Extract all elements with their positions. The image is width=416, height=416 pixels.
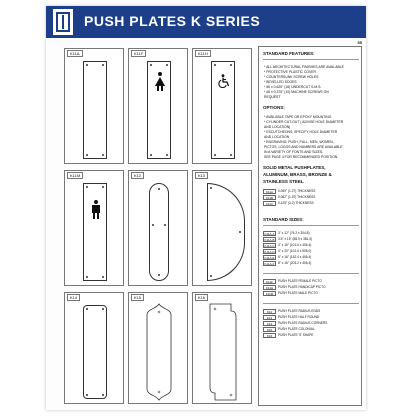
size-text: 4" x 20" (101.6 x 508.0): [278, 249, 312, 253]
wheelchair-icon: [217, 74, 231, 88]
options-heading: OPTIONS:: [263, 105, 285, 110]
size-text: 4" x 16" (101.6 x 406.4): [278, 243, 312, 247]
page-title: PUSH PLATES K SERIES: [84, 13, 261, 29]
feature-item: * PROTECTIVE PLASTIC COVER: [264, 70, 317, 74]
picto-text: PUSH PLATE HANDICAP PICTO: [278, 285, 326, 289]
picto-code: K11F: [263, 279, 276, 284]
page-header: [46, 6, 366, 38]
feature-item: * #6 x 0.625" (16) UNDERCUT S.M.S.: [264, 85, 322, 89]
size-text: 3" x 12" (76.2 x 304.8): [278, 231, 310, 235]
size-code: K11A-C: [264, 244, 275, 248]
size-code: K11A-F: [264, 262, 275, 266]
feature-item: REQUEST: [264, 95, 281, 99]
female-icon: [155, 72, 165, 92]
thickness-code: K11C: [263, 201, 276, 206]
product-cell-k16: [192, 292, 252, 404]
option-item: IN A VARIETY OF FONTS AND SIZES.: [264, 150, 324, 154]
size-code: K11A-B: [264, 238, 275, 242]
specifications-panel: [258, 46, 362, 406]
size-text: 8" x 16" (203.2 x 406.4): [278, 261, 312, 265]
shape-code: K12: [263, 309, 276, 314]
page-number: 55: [357, 40, 362, 45]
logo-icon: [52, 8, 74, 36]
push-plate-drawing: [83, 305, 107, 399]
product-cell-k11h: [192, 48, 252, 164]
size-code: K11A-D: [264, 250, 275, 254]
product-code: K11M: [67, 172, 83, 179]
push-plate-drawing: [149, 183, 169, 281]
product-code: K11H: [195, 50, 211, 57]
product-code: K15: [131, 294, 144, 301]
product-cell-k11f: [128, 48, 188, 164]
option-item: * ESCUTCHEONS, SPECIFY HOLE DIAMETER: [264, 130, 338, 134]
product-code: K16: [195, 294, 208, 301]
product-code: K13: [195, 172, 208, 179]
features-heading: STANDARD FEATURES:: [263, 51, 315, 56]
male-icon: [91, 200, 101, 220]
product-cell-k12: [128, 170, 188, 286]
sizes-heading: STANDARD SIZES:: [263, 217, 304, 222]
shape-code: K15: [263, 327, 276, 332]
thickness-code: K11B: [263, 195, 276, 200]
product-cell-k11a: [64, 48, 124, 164]
option-item: AND LOCATION: [264, 135, 290, 139]
product-code: K11F: [131, 50, 146, 57]
push-plate-drawing: [209, 303, 237, 401]
size-text: 3.5" x 15" (88.9 x 381.0): [278, 237, 313, 241]
shape-code: K13: [263, 315, 276, 320]
shape-code: K16: [263, 333, 276, 338]
shape-code: K14: [263, 321, 276, 326]
product-cell-k14: [64, 292, 124, 404]
shape-text: PUSH PLATE COLONIAL: [278, 327, 315, 331]
option-item: PICTOS, LOGOS AND NUMBERS ARE AVAILABLE: [264, 145, 343, 149]
option-item: * AVAILABLE TAPE OR EPOXY MOUNTING: [264, 115, 332, 119]
solid-metal-heading: STAINLESS STEEL: [263, 179, 304, 184]
feature-item: * #6 x 0.375" (10) MACHINE SCREWS ON: [264, 90, 329, 94]
product-cell-k13: [192, 170, 252, 286]
shape-text: PUSH PLATE RADIUS ENDS: [278, 309, 321, 313]
push-plate-drawing: [83, 183, 107, 281]
size-text: 6" x 16" (152.4 x 406.4): [278, 255, 312, 259]
picto-code: K11H: [263, 285, 276, 290]
feature-item: * COUNTERSUNK SCREW HOLES: [264, 75, 319, 79]
option-item: * CYLINDER CUT-OUT ( ADVISE HOLE DIAMETER: [264, 120, 344, 124]
picto-text: PUSH PLATE FEMALE PICTO: [278, 279, 322, 283]
option-item: AND LOCATION): [264, 125, 291, 129]
product-cell-k11m: [64, 170, 124, 286]
thickness-text: 0.062" (1.57) THICKNESS: [278, 195, 316, 199]
product-cell-k15: [128, 292, 188, 404]
option-item: SEE PAGE 4 FOR RECOMMENDED POSITION.: [264, 155, 339, 159]
size-code: K11A-E: [264, 256, 275, 260]
shape-text: PUSH PLATE RADIUS CORNERS: [278, 321, 328, 325]
thickness-text: 0.050" (1.27) THICKNESS: [278, 189, 316, 193]
push-plate-drawing: [211, 61, 235, 159]
catalog-page: [46, 6, 366, 410]
thickness-text: 0.125" (3.2) THICKNESS: [278, 201, 314, 205]
feature-item: * BEVELLED EDGES: [264, 80, 297, 84]
solid-metal-heading: ALUMINUM, BRASS, BRONZE &: [263, 172, 332, 177]
shape-text: PUSH PLATE HALF ROUND: [278, 315, 320, 319]
product-code: K11A: [67, 50, 83, 57]
push-plate-drawing: [207, 183, 245, 281]
option-item: * ENGRAVING: PUSH, PULL, MEN, WOMEN,: [264, 140, 334, 144]
picto-text: PUSH PLATE MALE PICTO: [278, 291, 318, 295]
push-plate-drawing: [146, 303, 172, 401]
size-code: K11A-A: [264, 232, 275, 236]
picto-code: K11M: [263, 291, 276, 296]
product-code: K14: [67, 294, 80, 301]
solid-metal-heading: SOLID METAL PUSHPLATES,: [263, 165, 326, 170]
feature-item: * ALL ARCHITECTURAL FINISHES ARE AVAILABLE: [264, 65, 344, 69]
thickness-code: K11A: [263, 189, 276, 194]
push-plate-drawing: [147, 61, 171, 159]
push-plate-drawing: [83, 61, 107, 159]
shape-text: PUSH PLATE 'S' SHAPE: [278, 333, 314, 337]
product-code: K12: [131, 172, 144, 179]
